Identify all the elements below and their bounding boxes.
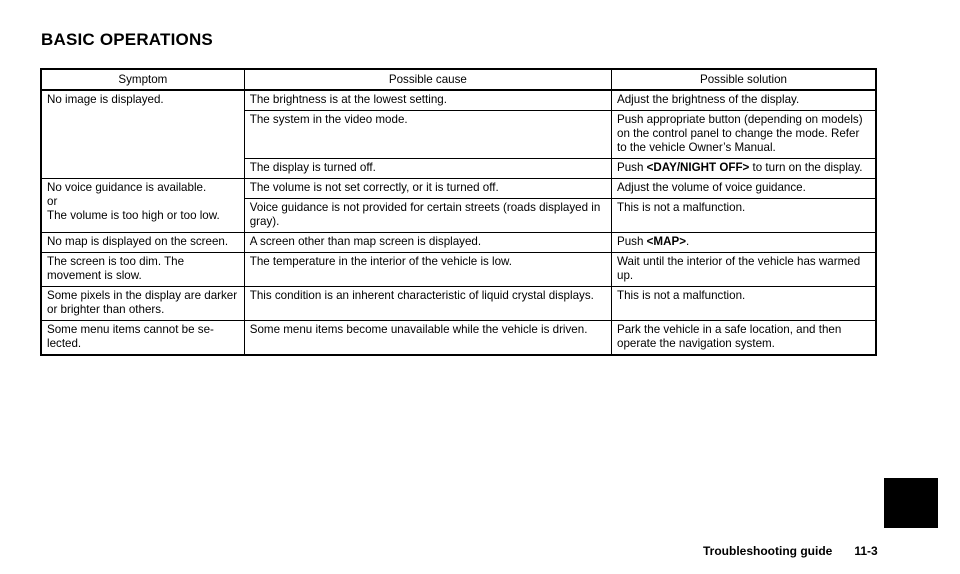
table-row — [41, 179, 876, 199]
symptom-text: The volume is too high or too low. — [47, 209, 220, 222]
table-row — [41, 233, 876, 253]
solution-text: to turn on the display. — [749, 161, 863, 174]
table-header-row — [41, 69, 876, 90]
table-row — [41, 253, 876, 287]
chapter-tab-marker — [884, 478, 938, 528]
solution-text: . — [685, 235, 690, 248]
solution-cell — [612, 233, 877, 253]
symptom-text: or — [47, 195, 58, 208]
cause-cell: Some menu items become unavailable while the vehicle is driven. — [244, 321, 611, 356]
solution-text: Push — [617, 161, 647, 174]
day-night-off-key: <DAY/NIGHT OFF> — [646, 161, 750, 174]
symptom-text: No map is displayed on the screen. — [47, 235, 229, 248]
solution-cell: Push appropriate button (depending on models) on the control panel to change the mode. Refer to the vehicle Owner’s Manual. — [612, 111, 877, 159]
symptom-cell — [41, 179, 244, 233]
symptom-cell — [41, 233, 244, 253]
cause-cell: This condition is an inherent characteristic of liquid crystal displays. — [244, 287, 611, 321]
cause-cell: The system in the video mode. — [244, 111, 611, 159]
solution-text: Push — [617, 235, 647, 248]
solution-cell — [612, 159, 877, 179]
header-symptom: Symptom — [41, 69, 244, 90]
cause-cell: The volume is not set correctly, or it is turned off. — [244, 179, 611, 199]
solution-cell: Park the vehicle in a safe location, and then operate the navigation system. — [612, 321, 877, 356]
footer-section-title: Troubleshooting guide — [703, 544, 833, 558]
table-row — [41, 321, 876, 356]
page-footer — [703, 544, 878, 558]
table-row — [41, 90, 876, 111]
symptom-text: The screen is too dim. The movement is slow. — [47, 255, 185, 282]
troubleshooting-table — [40, 68, 877, 356]
header-possible-cause: Possible cause — [244, 69, 611, 90]
page-number: 11-3 — [854, 544, 878, 558]
solution-cell: Adjust the brightness of the display. — [612, 90, 877, 111]
cause-cell: The display is turned off. — [244, 159, 611, 179]
header-possible-solution: Possible solution — [612, 69, 877, 90]
cause-cell: A screen other than map screen is displayed. — [244, 233, 611, 253]
solution-cell: Wait until the interior of the vehicle has warmed up. — [612, 253, 877, 287]
map-key: <MAP> — [646, 235, 686, 248]
symptom-cell — [41, 287, 244, 321]
symptom-text: Some pixels in the display are darker or brighter than others. — [47, 289, 238, 316]
cause-cell: Voice guidance is not provided for certain streets (roads displayed in gray). — [244, 199, 611, 233]
section-title: BASIC OPERATIONS — [41, 30, 213, 49]
solution-cell: Adjust the volume of voice guidance. — [612, 179, 877, 199]
table-row — [41, 287, 876, 321]
symptom-cell — [41, 321, 244, 356]
symptom-text: No voice guidance is available. — [47, 181, 207, 194]
cause-cell: The temperature in the interior of the vehicle is low. — [244, 253, 611, 287]
solution-cell: This is not a malfunction. — [612, 199, 877, 233]
cause-cell: The brightness is at the lowest setting. — [244, 90, 611, 111]
symptom-text: Some menu items cannot be se-lected. — [47, 323, 214, 350]
symptom-cell — [41, 90, 244, 179]
symptom-text: No image is displayed. — [47, 93, 164, 106]
symptom-cell — [41, 253, 244, 287]
solution-cell: This is not a malfunction. — [612, 287, 877, 321]
